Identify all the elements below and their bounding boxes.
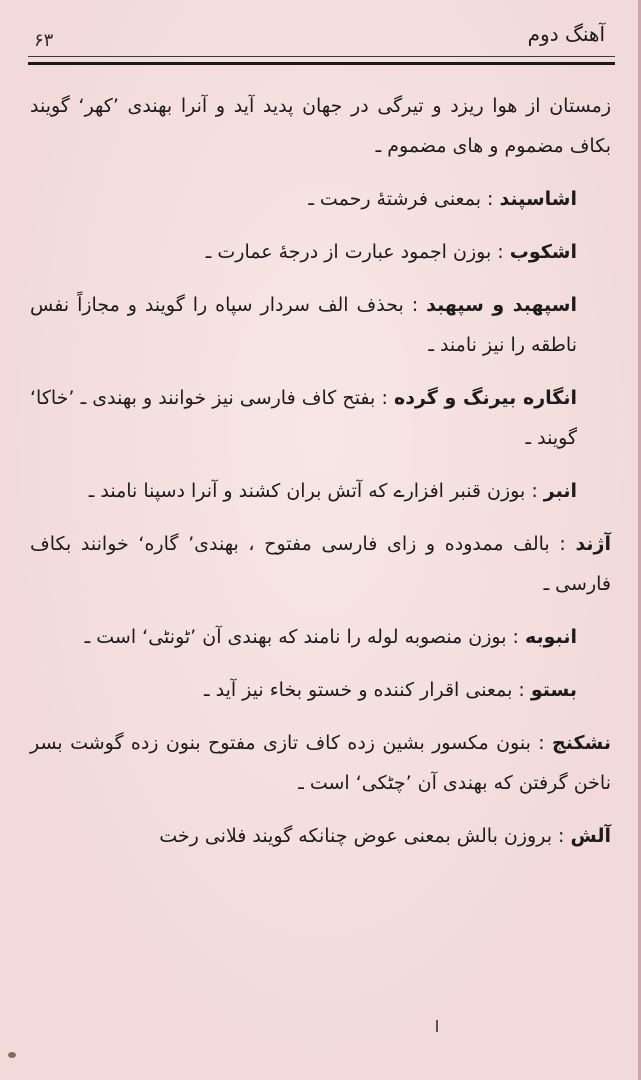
- entry-text: : بوزن قنبر افزارے که آتش بران کشند و آنرا دسپنا نامند ـ: [88, 480, 538, 502]
- entry-term: بستو: [530, 679, 577, 701]
- entry-text: : بوزن منصوبه لوله را نامند که بهندی آن ’ٹونٹی‘ است ـ: [84, 626, 519, 648]
- entry-term: نشکنج: [552, 732, 611, 754]
- entry-term: آلش: [570, 825, 611, 847]
- running-title: آهنگ دوم: [527, 22, 605, 46]
- entry-anbubeh: [30, 617, 611, 657]
- header-rule-thick: [28, 62, 615, 65]
- entry-angareh: [30, 378, 611, 458]
- page-header: [28, 18, 615, 68]
- entry-text: : بمعنی اقرار کننده و خستو بخاء نیز آید ـ: [204, 679, 525, 701]
- entry-term: انبر: [543, 480, 577, 502]
- paper-stain: [8, 1052, 16, 1058]
- header-rule-thin: [28, 56, 615, 57]
- entry-text: : بوزن اجمود عبارت از درجهٔ عمارت ـ: [205, 241, 504, 263]
- entry-text: : بنون مکسور بشین زده کاف تازی مفتوح بنون زده گوشت بسر ناخن گرفتن که بهندی آن ’چٹکی‘ است ـ: [30, 732, 611, 794]
- entry-term: انبوبه: [525, 626, 577, 648]
- entry-bastu: [30, 670, 611, 710]
- page-body: [30, 86, 611, 869]
- entry-text: : بمعنی فرشتهٔ رحمت ـ: [308, 188, 494, 210]
- entry-text: : بحذف الف سردار سپاه را گویند و مجازاً نفس ناطقه را نیز نامند ـ: [30, 294, 577, 356]
- entry-term: انگاره بیرنگ و گرده: [393, 387, 577, 409]
- entry-term: اسپهبد و سپهبد: [426, 294, 577, 316]
- entry-text: : بالف ممدوده و زای فارسی مفتوح ، بهندی’ گاره‘ خوانند بکاف فارسی ـ: [30, 533, 611, 595]
- entry-ashaspand: [30, 179, 611, 219]
- entry-neshkanj: [30, 723, 611, 803]
- entry-text: زمستان از هوا ریزد و تیرگی در جهان پدید آید و آنرا بهندی ’کهر‘ گویند بکاف مضموم و های مضموم ـ: [30, 95, 611, 157]
- entry-term: اشکوب: [509, 241, 577, 263]
- entry-azhand: [30, 524, 611, 604]
- print-mark: [436, 1020, 438, 1032]
- entry-espahbad: [30, 285, 611, 365]
- entry-anbar: [30, 471, 611, 511]
- entry-alesh: [30, 816, 611, 856]
- entry-ashkub: [30, 232, 611, 272]
- page-number: ۶۳: [34, 30, 54, 51]
- entry-continuation: [30, 86, 611, 166]
- entry-text: : بروزن بالش بمعنی عوض چنانکه گویند فلانی رخت: [159, 825, 565, 847]
- entry-term: اشاسپند: [499, 188, 577, 210]
- entry-term: آژند: [575, 533, 611, 555]
- entry-text: : بفتح کاف فارسی نیز خوانند و بهندی ـ ’خاکا‘ گویند ـ: [30, 387, 577, 449]
